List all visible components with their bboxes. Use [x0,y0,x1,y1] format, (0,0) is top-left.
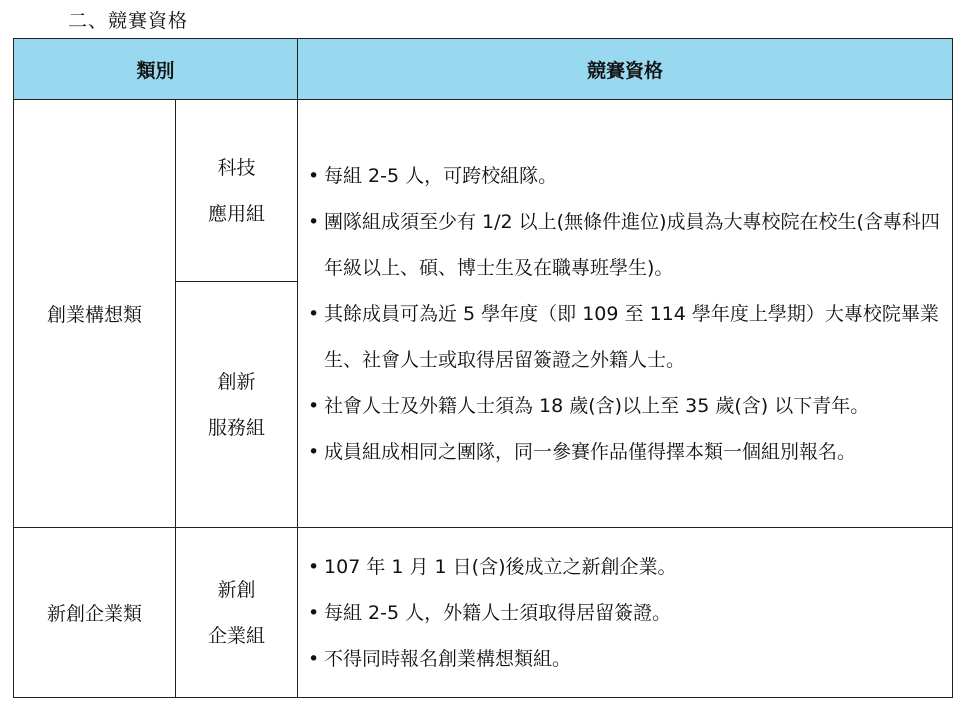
list-item: • 團隊組成須至少有 1/2 以上(無條件進位)成員為大專校院在校生(含專科四年級以上、碩、博士生及在職專班學生)。 [308,199,940,291]
requirements-cell [298,528,953,698]
list-item: • 成員組成相同之團隊，同一參賽作品僅得擇本類一個組別報名。 [308,429,940,475]
group-label-line1: 科技 [217,156,256,179]
group-label-line2: 應用組 [208,202,266,225]
group-cell [176,282,298,528]
group-label-line1: 新創 [217,578,256,601]
section-title: 二、競賽資格 [68,10,189,32]
group-cell [176,528,298,698]
list-item: • 每組 2-5 人，可跨校組隊。 [308,153,940,199]
table-header-row [14,39,953,100]
group-label-line2: 服務組 [208,416,266,439]
list-item: • 每組 2-5 人，外籍人士須取得居留簽證。 [308,590,940,636]
list-item: • 107 年 1 月 1 日(含)後成立之新創企業。 [308,544,940,590]
list-item: • 不得同時報名創業構想類組。 [308,636,940,682]
list-item: • 社會人士及外籍人士須為 18 歲(含)以上至 35 歲(含) 以下青年。 [308,383,940,429]
requirements-list [298,544,952,682]
category-cell: 新創企業類 [14,528,176,698]
table-row [14,100,953,282]
header-category: 類別 [14,39,298,100]
requirements-cell [298,100,953,528]
list-item: • 其餘成員可為近 5 學年度（即 109 至 114 學年度上學期）大專校院畢業生、社會人士或取得居留簽證之外籍人士。 [308,291,940,383]
group-label-line1: 創新 [217,370,256,393]
requirements-list [298,153,952,475]
group-label-line2: 企業組 [208,624,266,647]
qualification-table [13,38,953,698]
header-qualification: 競賽資格 [298,39,953,100]
table-row [14,528,953,698]
group-cell [176,100,298,282]
category-cell: 創業構想類 [14,100,176,528]
